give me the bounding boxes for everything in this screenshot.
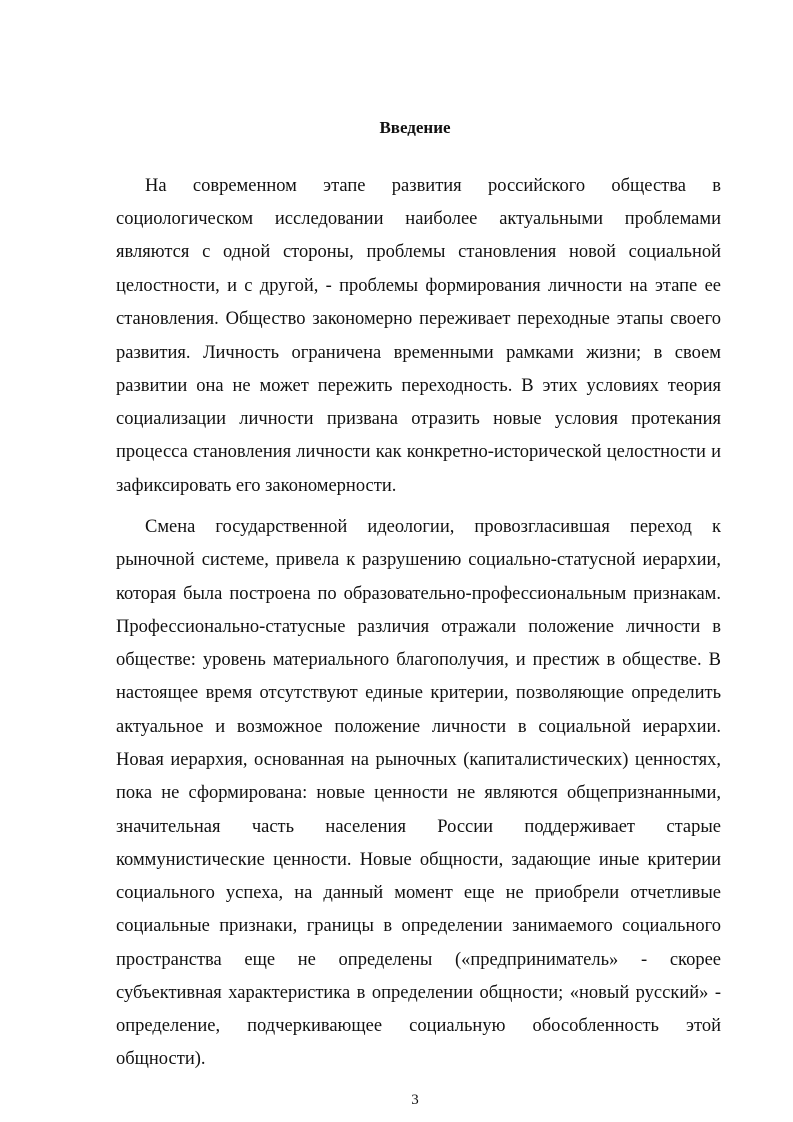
paragraph-line: целостности, и с другой, - проблемы формирования личности на этапе ее [116,276,721,296]
paragraph-line: социального успеха, на данный момент еще не приобрели отчетливые [116,883,721,903]
paragraph-line: социализации личности призвана отразить новые условия протекания [116,409,721,429]
paragraph-line: актуальное и возможное положение личности в социальной иерархии. [116,717,721,737]
paragraph-line: обществе: уровень материального благополучия, и престиж в обществе. В [116,650,721,670]
paragraph-line: значительная часть населения России поддерживает старые [116,817,721,837]
paragraph-line: становления. Общество закономерно переживает переходные этапы своего [116,309,721,329]
paragraph-line: которая была построена по образовательно-профессиональным признакам. [116,584,721,604]
paragraph-line: настоящее время отсутствуют единые критерии, позволяющие определить [116,683,721,703]
page-title: Введение [379,118,451,137]
paragraph-line: являются с одной стороны, проблемы становления новой социальной [116,242,721,262]
paragraph-line: коммунистические ценности. Новые общности, задающие иные критерии [116,850,721,870]
paragraph-line: На современном этапе развития российского общества в [145,176,721,196]
paragraph-line: рыночной системе, привела к разрушению социально-статусной иерархии, [116,550,721,570]
paragraph-line: пока не сформирована: новые ценности не являются общепризнанными, [116,783,721,803]
paragraph-line: процесса становления личности как конкретно-исторической целостности и [116,442,721,462]
paragraph-line: социологическом исследовании наиболее актуальными проблемами [116,209,721,229]
paragraph-line: развитии она не может пережить переходность. В этих условиях теория [116,376,721,396]
paragraph-line: Профессионально-статусные различия отражали положение личности в [116,617,721,637]
paragraph-line: зафиксировать его закономерности. [116,476,397,496]
paragraph-line: развития. Личность ограничена временными рамками жизни; в своем [116,343,721,363]
paragraph-line: пространства еще не определены («предприниматель» - скорее [116,950,721,970]
paragraph-line: субъективная характеристика в определении общности; «новый русский» - [116,983,721,1003]
paragraph-line: Новая иерархия, основанная на рыночных (капиталистических) ценностях, [116,750,721,770]
paragraph-line: определение, подчеркивающее социальную обособленность этой [116,1016,721,1036]
paragraph-line: Смена государственной идеологии, провозгласившая переход к [145,517,721,537]
page-number: 3 [411,1092,419,1108]
paragraph-line: общности). [116,1049,206,1069]
paragraph-line: социальные признаки, границы в определении занимаемого социального [116,916,721,936]
